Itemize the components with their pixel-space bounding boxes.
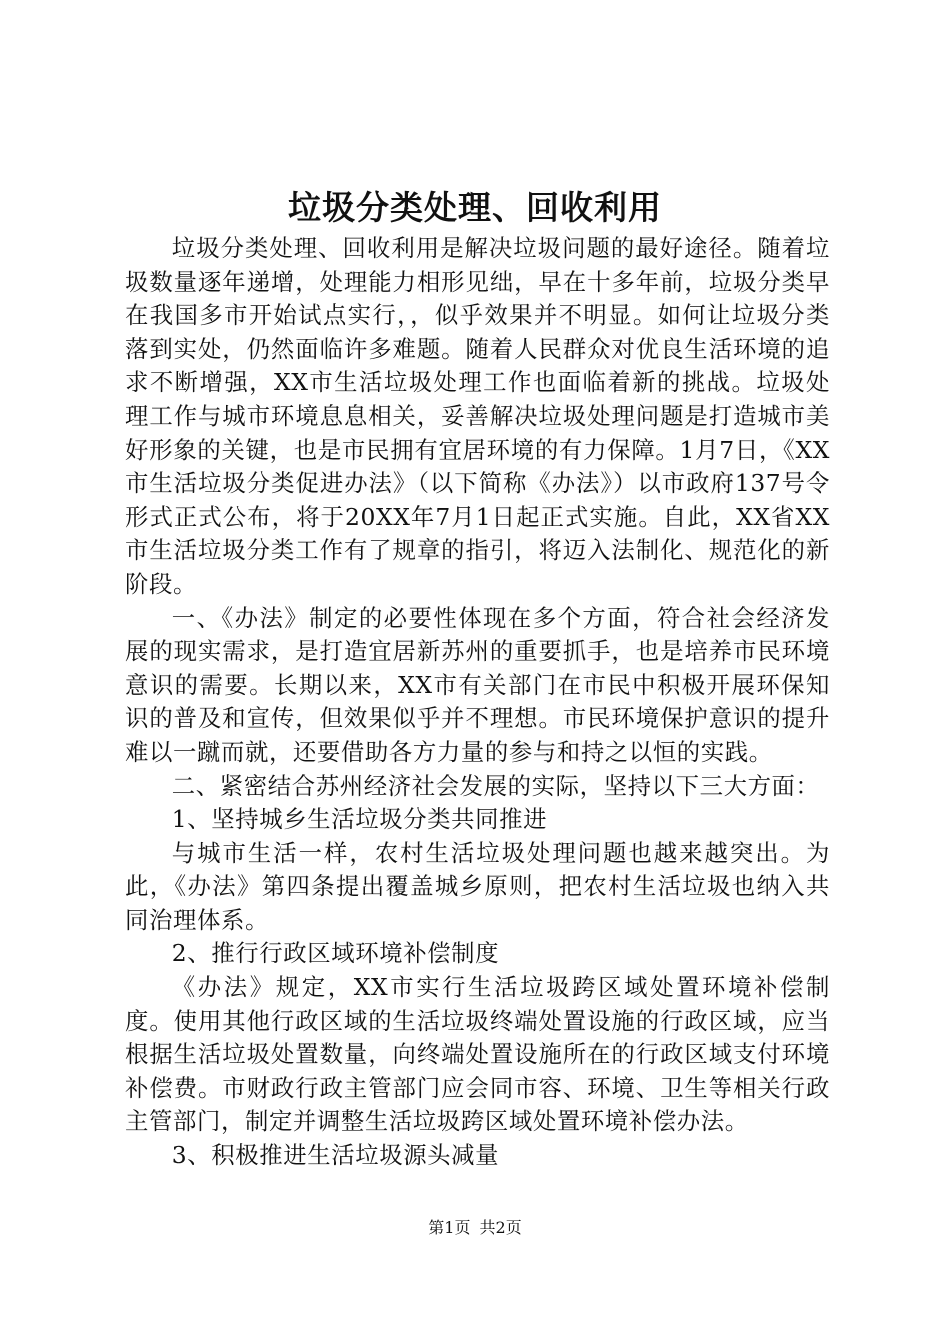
subheading-one: 1、坚持城乡生活垃圾分类共同推进 xyxy=(171,805,548,834)
document-title: 垃圾分类处理、回收利用 xyxy=(288,188,662,227)
paragraph-subsection-two: 《办法》规定，XX市实行生活垃圾跨区域处置环境补偿制度。使用其他行政区域的生活垃圾终端处置设施的行政区域，应当根据生活垃圾处置数量，向终端处置设施所在的行政区域支付环境补偿费。市财政行政主管部门应会同市容、环境、卫生等相关行政主管部门，制定并调整生活垃圾跨区域处置环境补偿办法。 xyxy=(125,973,830,1136)
document-body xyxy=(125,232,830,1173)
page-total: 共2页 xyxy=(479,1218,522,1237)
paragraph-subsection-one: 与城市生活一样，农村生活垃圾处理问题也越来越突出。为此，《办法》第四条提出覆盖城乡原则，把农村生活垃圾也纳入共同治理体系。 xyxy=(125,838,830,934)
paragraph-intro: 垃圾分类处理、回收利用是解决垃圾问题的最好途径。随着垃圾数量逐年递增，处理能力相形见绌，早在十多年前，垃圾分类早在我国多市开始试点实行，，似乎效果并不明显。如何让垃圾分类落到实处，仍然面临许多难题。随着人民群众对优良生活环境的追求不断增强，XX市生活垃圾处理工作也面临着新的挑战。垃圾处理工作与城市环境息息相关，妥善解决垃圾处理问题是打造城市美好形象的关键，也是市民拥有宜居环境的有力保障。1月7日，《XX市生活垃圾分类促进办法》（以下简称《办法》）以市政府137号令形式正式公布，将于20XX年7月1日起正式实施。自此，XX省XX市生活垃圾分类工作有了规章的指引，将迈入法制化、规范化的新阶段。 xyxy=(125,234,830,598)
subheading-two: 2、推行行政区域环境补偿制度 xyxy=(171,939,500,968)
paragraph-section-two: 二、紧密结合苏州经济社会发展的实际，坚持以下三大方面： xyxy=(171,771,820,800)
page-footer xyxy=(0,1216,950,1240)
page-number: 第1页 xyxy=(428,1218,471,1237)
paragraph-section-one: 一、《办法》制定的必要性体现在多个方面，符合社会经济发展的现实需求，是打造宜居新苏州的重要抓手，也是培养市民环境意识的需要。长期以来，XX市有关部门在市民中积极开展环保知识的普及和宣传，但效果似乎并不理想。市民环境保护意识的提升难以一蹴而就，还要借助各方力量的参与和持之以恒的实践。 xyxy=(125,603,830,766)
subheading-three: 3、积极推进生活垃圾源头减量 xyxy=(171,1141,500,1170)
